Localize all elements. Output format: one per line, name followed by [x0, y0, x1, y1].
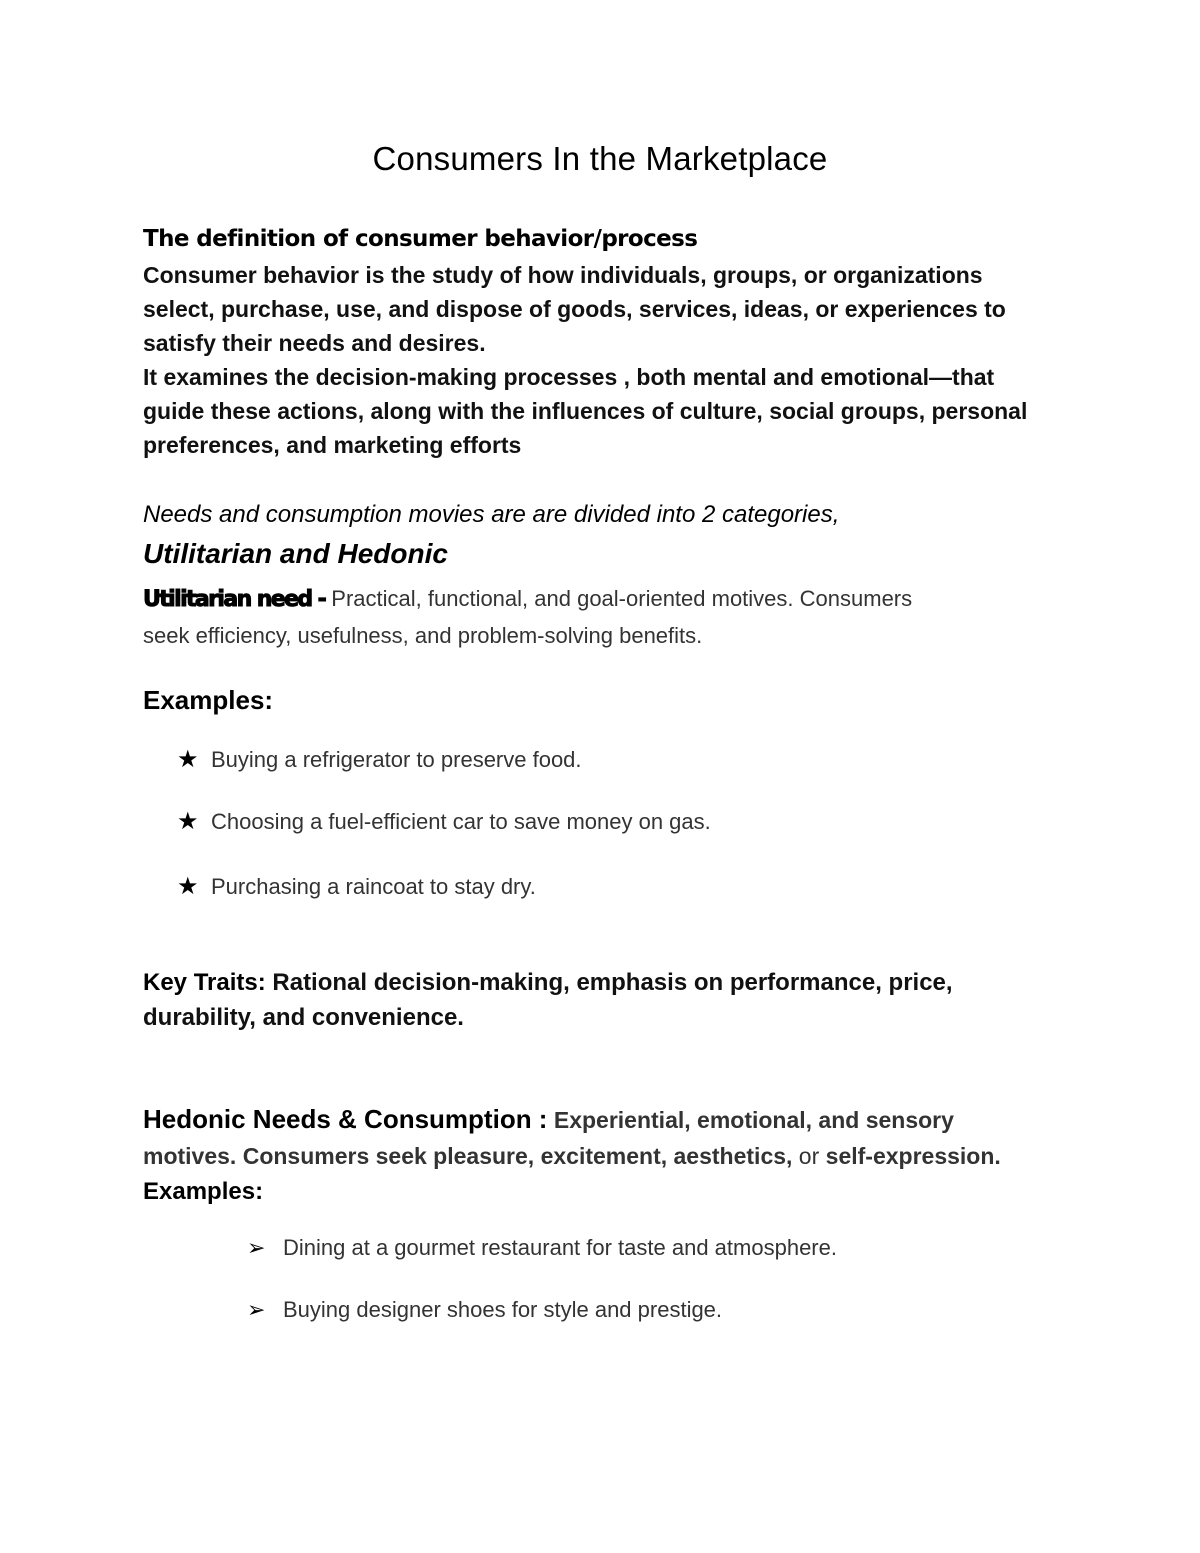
hedonic-examples-heading: Examples:	[143, 1178, 264, 1205]
definition-line: guide these actions, along with the influences of culture, social groups, personal	[143, 398, 1028, 424]
hedonic-example-item	[247, 1297, 722, 1323]
definition-heading: The definition of consumer behavior/process	[143, 226, 698, 252]
hedonic-or-word: or	[792, 1143, 826, 1169]
example-text: Buying a refrigerator to preserve food.	[211, 747, 582, 772]
example-text: Buying designer shoes for style and prestige.	[283, 1297, 723, 1322]
utilitarian-examples-heading: Examples:	[143, 685, 274, 715]
example-text: Choosing a fuel-efficient car to save money on gas.	[211, 809, 711, 834]
definition-line: select, purchase, use, and dispose of goods, services, ideas, or experiences to	[143, 296, 1006, 322]
definition-line: satisfy their needs and desires.	[143, 330, 486, 356]
key-traits-text-2: durability, and convenience.	[143, 1004, 464, 1031]
example-text: Dining at a gourmet restaurant for taste and atmosphere.	[283, 1235, 837, 1260]
definition-paragraph	[143, 258, 1063, 462]
arrow-bullet-icon: ➢	[247, 1235, 266, 1260]
utilitarian-example-item	[177, 745, 582, 774]
arrow-bullet-icon: ➢	[247, 1297, 266, 1322]
hedonic-text-a: Experiential, emotional, and sensory	[547, 1107, 954, 1133]
definition-line: preferences, and marketing efforts	[143, 432, 522, 458]
key-traits-text-1: Rational decision-making, emphasis on performance, price,	[265, 969, 953, 996]
key-traits-label: Key Traits:	[143, 969, 266, 996]
categories-names: Utilitarian and Hedonic	[143, 538, 448, 569]
star-bullet-icon: ★	[177, 808, 199, 835]
key-traits	[143, 965, 1063, 1035]
example-text: Purchasing a raincoat to stay dry.	[211, 874, 536, 899]
hedonic-text-c: self-expression.	[825, 1143, 1001, 1169]
utilitarian-example-item	[177, 872, 536, 901]
categories-intro: Needs and consumption movies are are divided into 2 categories,	[143, 501, 840, 528]
utilitarian-term: Utilitarian need -	[143, 587, 326, 612]
hedonic-example-item	[247, 1235, 837, 1261]
utilitarian-definition	[143, 581, 1063, 654]
page-title: Consumers In the Marketplace	[372, 140, 828, 177]
hedonic-text-b: motives. Consumers seek pleasure, excitement, aesthetics,	[143, 1143, 793, 1169]
utilitarian-description-2: seek efficiency, usefulness, and problem-solving benefits.	[143, 623, 703, 648]
utilitarian-description-1: Practical, functional, and goal-oriented motives. Consumers	[325, 586, 913, 611]
star-bullet-icon: ★	[177, 746, 199, 773]
hedonic-heading: Hedonic Needs & Consumption :	[143, 1104, 548, 1134]
definition-line: Consumer behavior is the study of how individuals, groups, or organizations	[143, 262, 983, 288]
utilitarian-example-item	[177, 807, 711, 836]
definition-line: It examines the decision-making processes , both mental and emotional—that	[143, 364, 995, 390]
star-bullet-icon: ★	[177, 873, 199, 900]
hedonic-definition	[143, 1101, 1063, 1210]
